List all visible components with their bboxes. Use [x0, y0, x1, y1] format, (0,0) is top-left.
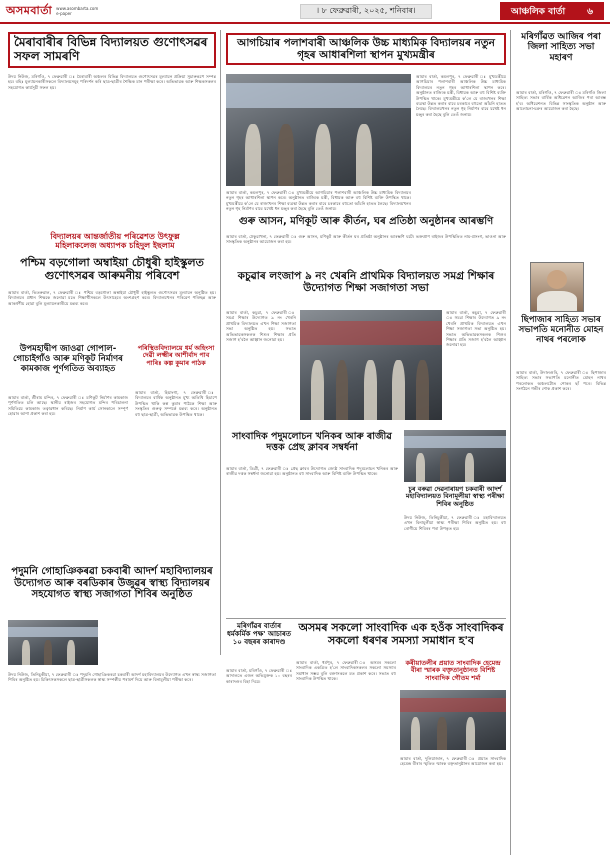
article-headline: উপমহাদ্বীপ জাওৱা গোপাল-গোচাইগাঁও আৰু মণিকূট নিৰ্মাণৰ কামকাজ পূৰ্ণগতিত অব্যাহত	[13, 344, 123, 374]
brand	[6, 3, 98, 19]
column-divider	[220, 30, 221, 655]
article-headline: পৰিস্থিতবিদ্যালয়ে ধৰ্ম অহিংসা দেৱী লক্ষ্মীৰ আশীৰ্বাদ পাব পাৰিঃ কল্প কুমাৰ পাঠক	[137, 344, 215, 367]
section-header	[500, 2, 604, 20]
section-rule	[226, 618, 506, 619]
article-headline: কচুৱাৰ লংজাপ ৯ নং খেৰনি প্ৰাথমিক বিদ্যালয়ত সমগ্ৰ শিক্ষাৰ উদ্যোগত শিক্ষা সজাগতা সভা	[237, 270, 495, 295]
article-body: আমাৰ বাৰ্তা, শ্ৰীৰাম মন্দিৰ, ৭ ফেব্ৰুৱাৰী ঃ মণিকূট নিৰ্মাণৰ কামকাজ পূৰ্ণগতিত চলি আছে। স্থানীয় ৰাইজৰ সহযোগত মন্দিৰ পৰিচালনা সমিতিয়ে কামকাজ তত্বাৱধান কৰিছে। নিৰ্মাণ কাৰ্য সোনকালে সম্পূৰ্ণ হোৱাৰ আশা প্ৰকাশ কৰা হয়।	[8, 395, 128, 417]
article-body: আমাৰ বাৰ্তা, ভিতৰুৱাল, ৭ ফেব্ৰুৱাৰী ঃ পশ্চিম বড়গোলা অম্বাইয়া চৌধুৰী হাইস্কুলত গুণোৎসৱৰ মূল্যায়ন অনুষ্ঠিত হয়। বিদ্যালয়ৰ প্ৰধান শিক্ষকে জনোৱা মতে শিক্ষাৰ্থীসকলে উৎসাহেৰে অংশগ্ৰহণ কৰে। বিদ্যালয়খনৰ পৰিৱেশ পৰিচ্ছন্ন আৰু আকৰ্ষণীয় হোৱা বুলি মূল্যায়নকাৰীয়ে মন্তব্য কৰে।	[8, 290, 216, 306]
article-headline: মৰিগাঁৱৰ বাৰ্তাৰ ধৰ্মকৰ্মিক পক্ষ' আচাৰত ১০ বছৰৰ কাৰাদণ্ড	[226, 622, 292, 647]
article-headline: গুৰু আসন, মণিকূট আৰু কীৰ্তন, ঘৰ প্ৰতিষ্ঠা অনুষ্ঠানৰ আৰম্ভণি	[238, 216, 494, 227]
article-body: আমাৰ বাৰ্তা, ডিগ্ৰী, ৭ ফেব্ৰুৱাৰী ঃ প্ৰেছ ক্লাবৰ উদ্যোগত জ্যেষ্ঠ সাংবাদিক পদুমলোচন খনিকৰ আৰু ৰাজীৱ দত্তক সম্বৰ্ধনা জনোৱা হয়। অনুষ্ঠানত বহু সাংবাদিক আৰু বিশিষ্ট ব্যক্তি উপস্থিত থাকে।	[226, 466, 398, 477]
article-headline: পশ্চিম বড়গোলা অম্বাইয়া চৌধুৰী হাইস্কুলত গুণোৎসৱৰ আৰুমনীয় পৰিবেশ	[20, 256, 204, 282]
article-body-continued: আমাৰ বাৰ্তা, কমলপুৰ, ৭ ফেব্ৰুৱাৰী ঃ মুখ্যমন্ত্ৰীয়ে আগচিয়াৰ পলাশবাৰী আঞ্চলিক উচ্চ মাধ্যমিক বিদ্যালয়ৰ নতুন গৃহৰ আধাৰশিলা স্থাপন কৰে। অনুষ্ঠানত ৰাজ্যিক মন্ত্ৰী, বিধায়ক আৰু বহু বিশিষ্ট ব্যক্তি উপস্থিত থাকে। মুখ্যমন্ত্ৰীয়ে ক'লে যে ৰাজ্যখনৰ শিক্ষা ব্যৱস্থা উন্নত কৰাৰ বাবে চৰকাৰে বহুতো আঁচনি হাতত লৈছে। বিদ্যালয়খনৰ নতুন গৃহ নিৰ্মাণৰ বাবে যথেষ্ট ধন মঞ্জুৰ কৰা হৈছে বুলি তেওঁ জনায়।	[416, 74, 506, 117]
news-photo	[8, 620, 98, 665]
brand-sub-line: e-paper	[56, 11, 72, 16]
news-photo	[226, 74, 411, 186]
article-body-continued: আমাৰ বাৰ্তা, কচুৱা, ৭ ফেব্ৰুৱাৰী ঃ সমগ্ৰ শিক্ষাৰ উদ্যোগত ৯ নং খেৰনি প্ৰাথমিক বিদ্যালয়ত এখন শিক্ষা সজাগতা সভা অনুষ্ঠিত হয়। সভাত অভিভাৱকসকলক শিশুৰ শিক্ষাৰ প্ৰতি সজাগ হ'বলৈ আহ্বান জনোৱা হয়।	[446, 310, 506, 348]
article-body: উদয় নিউজ, তিনিচুকীয়া, ৭ ফেব্ৰুৱাৰী ঃ মহাবিদ্যালয়ত এখন বিনামূলীয়া স্বাস্থ্য পৰীক্ষা শিবিৰ অনুষ্ঠিত হয়। বহু ৰোগীয়ে শিবিৰৰ পৰা উপকৃত হয়।	[404, 515, 506, 531]
news-photo	[404, 430, 506, 482]
news-photo	[400, 690, 506, 750]
article-headline: সাংবাদিক পদুমলোচন খনিকৰ আৰু ৰাজীৱ দত্তক প্ৰেছ ক্লাবৰ সম্বৰ্ধনা	[232, 431, 392, 453]
article-body: আমাৰ বাৰ্তা, কচুৱা, ৭ ফেব্ৰুৱাৰী ঃ সমগ্ৰ শিক্ষাৰ উদ্যোগত ৯ নং খেৰনি প্ৰাথমিক বিদ্যালয়ত এখন শিক্ষা সজাগতা সভা অনুষ্ঠিত হয়। সভাত অভিভাৱকসকলক শিশুৰ শিক্ষাৰ প্ৰতি সজাগ হ'বলৈ আহ্বান জনোৱা হয়।	[226, 310, 296, 343]
news-photo	[300, 310, 442, 420]
portrait-photo	[530, 262, 584, 312]
article-headline: মৰিগাঁৱত আজিৰ পৰা জিলা সাহিত্য সভা মহাৰণ	[521, 32, 601, 63]
article-body: আমাৰ বাৰ্তা, হিয়াংগা, ৭ ফেব্ৰুৱাৰী ঃ বিদ্যালয়ৰ বাৰ্ষিক অনুষ্ঠানত মুখ্য অতিথি হিচাপে উপস্থিত থাকি কল্প কুমাৰ পাঠকে শিক্ষা আৰু সংস্কৃতিৰ গুৰুত্ব সম্পৰ্কে মন্তব্য কৰে। অনুষ্ঠানত বহু ছাত্ৰ-ছাত্ৰী, অভিভাৱক উপস্থিত থাকে।	[135, 390, 217, 417]
article-headline: পদুমনি গোহাঞিকৰৱা চকবাৰী আদৰ্শ মহাবিদ্যালয়ৰ উদ্যোগত আৰু বৰডিকাৰ উজুৱৰ স্বাস্থ্য বিদ্যালয়ৰ সহযোগত স্বাস্থ্য সজাগতা শিবিৰ অনুষ্ঠিত	[11, 566, 213, 600]
article-headline: আগচিয়াৰ পলাশবাৰী আঞ্চলিক উচ্চ মাধ্যমিক বিদ্যালয়ৰ নতুন গৃহৰ আধাৰশিলা স্থাপন মুখ্যমন্ত্ৰীৰ	[226, 33, 506, 65]
section-title: আঞ্চলিক বাৰ্তা	[511, 6, 566, 17]
article-body: আমাৰ বাৰ্তা, মৰিগাঁও, ৭ ফেব্ৰুৱাৰী ঃ মৰিগাঁও জিলা সাহিত্য সভাৰ বাৰ্ষিক অধিৱেশন আজিৰ পৰা আৰম্ভ হ'ব। অধিৱেশনত বিভিন্ন সাংস্কৃতিক অনুষ্ঠান আৰু আলোচনা-চক্ৰৰ আয়োজন কৰা হৈছে।	[516, 90, 606, 112]
article-headline: কৰীয়াতলীৰ প্ৰয়াত সাংবাদিক হেমেন্দ্ৰ বীৰা স্মাৰক বক্তৃতানুষ্ঠানত বিশিষ্ট সাংবাদিক গৌতম শৰ্মা	[405, 659, 501, 682]
article-body: আমাৰ বাৰ্তা, মৰিগাঁও, ৭ ফেব্ৰুৱাৰী ঃ আদালতে এজন অভিযুক্তক ১০ বছৰৰ কাৰাদণ্ডৰ বিহা দিয়ে।	[226, 668, 292, 684]
article-body: আমাৰ বাৰ্তা, দুলিয়াজান, ৭ ফেব্ৰুৱাৰী ঃ প্ৰয়াত সাংবাদিক হেমেন্দ্ৰ বীৰাৰ স্মৃতিত স্মাৰক বক্তৃতানুষ্ঠানৰ আয়োজন কৰা হয়।	[400, 756, 506, 767]
article-body: উদয় নিউজ, মৰিগাঁও, ৭ ফেব্ৰুৱাৰী ঃ মৈৰাবাৰী অঞ্চলৰ বিভিন্ন বিদ্যালয়ত গুণোৎসৱৰ মূল্যায়ন প্ৰক্ৰিয়া সুচাৰুৰূপে সম্পন্ন হয়। বহিঃ মূল্যায়নকাৰীসকলে বিদ্যালয়সমূহ পৰিদৰ্শন কৰি ছাত্ৰ-ছাত্ৰীৰ শৈক্ষিক মান পৰীক্ষা কৰে। অভিভাৱক আৰু শিক্ষকসকলৰ সহযোগত কাৰ্যসূচী সফল হয়।	[8, 74, 216, 90]
article-headline: চুৰ বৰুৱা দেৱনাৰায়ণ চকবাৰী আদৰ্শ মহাবিদ্যালয়ত বিনামূলীয়া স্বাস্থ্য পৰীক্ষা শিবিৰ অনুষ্ঠিত	[405, 485, 505, 508]
article-body: আমাৰ বাৰ্তা, ধৰ্মপুৰ, ৭ ফেব্ৰুৱাৰী ঃ অসমৰ সকলো সাংবাদিক একত্ৰিত হ'লে সাংবাদিকসকলৰ সকলো সমস্যাৰ সমাধান সম্ভৱ বুলি বক্তাসকলে মত প্ৰকাশ কৰে। সভাত বহু সাংবাদিক উপস্থিত থাকে।	[296, 660, 396, 682]
newspaper-logo-icon: অসমবাৰ্তা	[6, 3, 53, 17]
column-divider	[510, 30, 511, 855]
article-body: উদয় নিউজ, তিনিচুকীয়া, ৭ ফেব্ৰুৱাৰী ঃ পদুমনি গোহাঞিকৰৱা চকবাৰী আদৰ্শ মহাবিদ্যালয়ৰ উদ্যোগত এখন স্বাস্থ্য সজাগতা শিবিৰ অনুষ্ঠিত হয়। চিকিৎসকসকলে ছাত্ৰ-ছাত্ৰীসকলক স্বাস্থ্য সম্পৰ্কীয় পৰামৰ্শ দিয়ে আৰু বিনামূলীয়া পৰীক্ষা কৰে।	[8, 672, 216, 683]
masthead	[0, 0, 610, 22]
article-headline: বিদ্যালয়ৰ আন্তৰ্জাতীয় পৰিৱেশত উৎফুল্ল মহিলাকলেজ অধ্যাপক চহিদুল ইছলাম	[50, 232, 180, 251]
article-body: আমাৰ বাৰ্তা, ঢেকুৱাখনা, ৭ ফেব্ৰুৱাৰী ঃ গুৰু আসন, মণিকূট আৰু কীৰ্তন ঘৰ প্ৰতিষ্ঠা অনুষ্ঠানৰ আৰম্ভণি ঘটে। ভক্তপ্ৰাণ ৰাইজৰ উপস্থিতিত নাম-প্ৰসংগ, ভাওনা আৰু সাংস্কৃতিক অনুষ্ঠানৰ আয়োজন কৰা হয়।	[226, 234, 506, 245]
article-headline: ছিপাজাৰ সাহিত্য সভাৰ সভাপতি মনোনীত মোহন নাথৰ পৰলোক	[518, 315, 604, 345]
article-body: আমাৰ বাৰ্তা, কমলপুৰ, ৭ ফেব্ৰুৱাৰী ঃ মুখ্যমন্ত্ৰীয়ে আগচিয়াৰ পলাশবাৰী আঞ্চলিক উচ্চ মাধ্যমিক বিদ্যালয়ৰ নতুন গৃহৰ আধাৰশিলা স্থাপন কৰে। অনুষ্ঠানত ৰাজ্যিক মন্ত্ৰী, বিধায়ক আৰু বহু বিশিষ্ট ব্যক্তি উপস্থিত থাকে। মুখ্যমন্ত্ৰীয়ে ক'লে যে ৰাজ্যখনৰ শিক্ষা ব্যৱস্থা উন্নত কৰাৰ বাবে চৰকাৰে বহুতো আঁচনি হাতত লৈছে। বিদ্যালয়খনৰ নতুন গৃহ নিৰ্মাণৰ বাবে যথেষ্ট ধন মঞ্জুৰ কৰা হৈছে বুলি তেওঁ জনায়।	[226, 190, 411, 212]
page-number: ৬	[587, 6, 593, 17]
article-headline: অসমৰ সকলো সাংবাদিক এক হওঁক সাংবাদিকৰ সকলো ধৰণৰ সমস্যা সমাধান হ'ব	[298, 621, 504, 647]
article-headline: মৈৰাবাৰীৰ বিভিন্ন বিদ্যালয়ত গুণোৎসৱৰ সফল সামৰণি	[8, 32, 216, 68]
brand-sub	[56, 6, 98, 16]
article-body: আমাৰ বাৰ্তা, উদালগুৰি, ৭ ফেব্ৰুৱাৰী ঃ ছিপাজাৰ সাহিত্য সভাৰ সভাপতি মনোনীত মোহন নাথৰ পৰলোকত অঞ্চলটোত শোকৰ ছাঁ পৰে। বিভিন্ন সংগঠনে গভীৰ শোক প্ৰকাশ কৰে।	[516, 370, 606, 392]
brand-sub-line: www.asombarta.com	[56, 6, 99, 11]
issue-date: । ৮ ফেব্ৰুৱাৰী, ২০২৫, শনিবাৰ।	[300, 4, 432, 19]
top-rule	[0, 22, 610, 24]
